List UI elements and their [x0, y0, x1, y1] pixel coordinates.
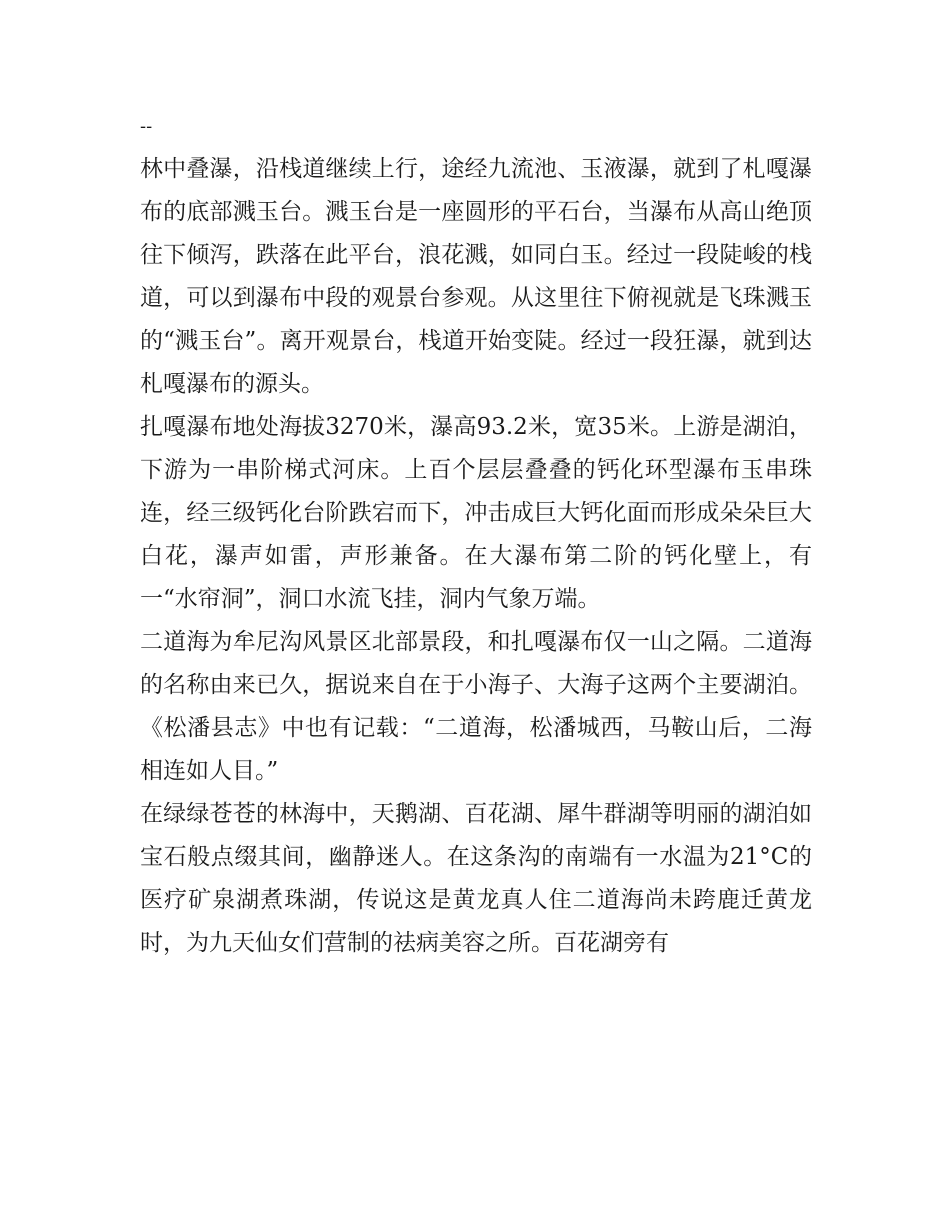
paragraph-erdaohai-intro: 二道海为牟尼沟风景区北部景段，和扎嘎瀑布仅一山之隔。二道海的名称由来已久，据说来自在于小海子、大海子这两个主要湖泊。《松潘县志》中也有记载：“二道海，松潘城西，马鞍山后，二海相连如人目。” — [140, 629, 812, 784]
paragraph-zhagha-waterfall-trail: 林中叠瀑，沿栈道继续上行，途经九流池、玉液瀑，就到了札嘎瀑布的底部溅玉台。溅玉台是一座圆形的平石台，当瀑布从高山绝顶往下倾泻，跌落在此平台，浪花溅，如同白玉。经过一段陡峻的栈道，可以到瀑布中段的观景台参观。从这里往下俯视就是飞珠溅玉的“溅玉台”。离开观景台，栈道开始变陡。经过一段狂瀑，就到达札嘎瀑布的源头。 — [140, 156, 812, 397]
paragraph-zhagha-waterfall-facts: 扎嘎瀑布地处海拔3270米，瀑高93.2米，宽35米。上游是湖泊，下游为一串阶梯式河床。上百个层层叠叠的钙化环型瀑布玉串珠连，经三级钙化台阶跌宕而下，冲击成巨大钙化面而形成朵朵巨大白花，瀑声如雷，声形兼备。在大瀑布第二阶的钙化壁上，有一“水帘洞”，洞口水流飞挂，洞内气象万端。 — [140, 414, 812, 612]
document-body — [140, 110, 812, 965]
separator-dashes: -- — [140, 116, 153, 137]
paragraph-erdaohai-lakes: 在绿绿苍苍的林海中，天鹅湖、百花湖、犀牛群湖等明丽的湖泊如宝石般点缀其间，幽静迷人。在这条沟的南端有一水温为21°C的医疗矿泉湖煮珠湖，传说这是黄龙真人住二道海尚未跨鹿迁黄龙时，为九天仙女们营制的祛病美容之所。百花湖旁有 — [140, 801, 812, 956]
